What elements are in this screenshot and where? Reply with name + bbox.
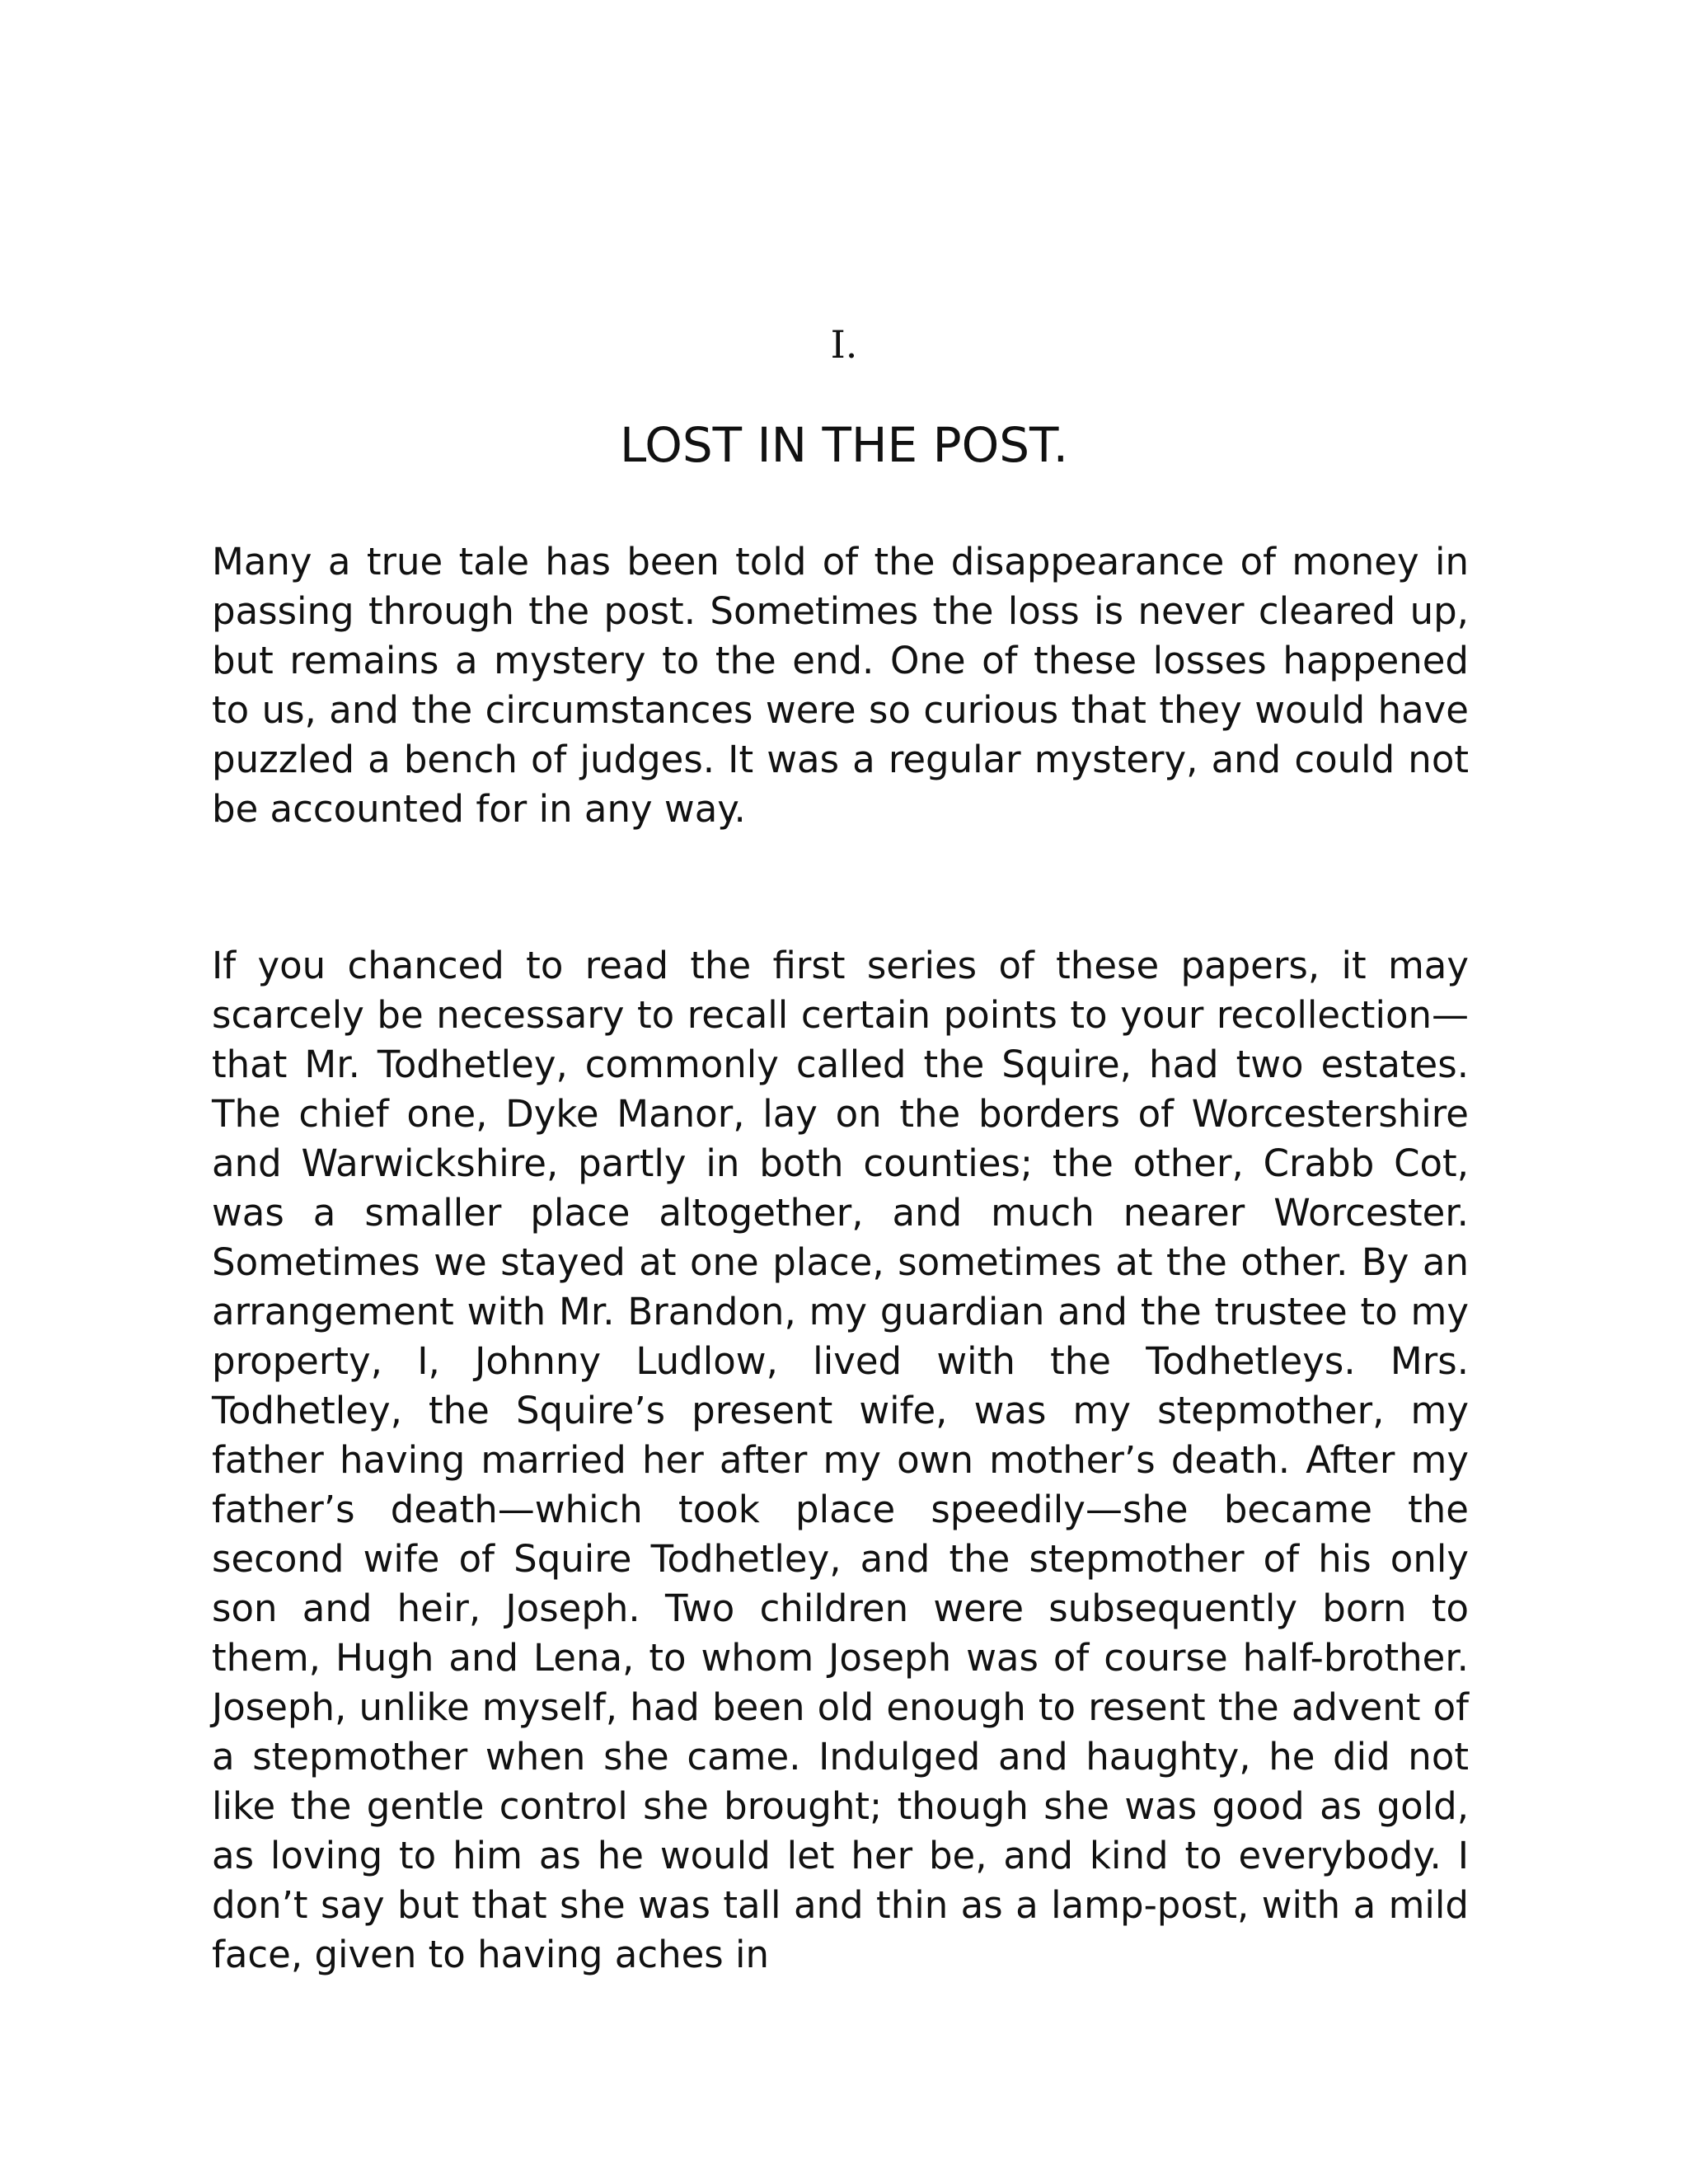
chapter-number: I. xyxy=(830,322,858,367)
chapter-title: LOST IN THE POST. xyxy=(619,417,1069,473)
paragraph-body: If you chanced to read the first series of these papers, it may scarcely be necessary to recall certain points to your recollection—that Mr. Todhetley, commonly called the Squire, had two estates. The chief one, Dyke Manor, lay on the borders of Worcestershire and Warwickshire, partly in both counties; the other, Crabb Cot, was a smaller place altogether, and much nearer Worcester. Sometimes we stayed at one place, sometimes at the other. By an arrangement with Mr. Brandon, my guardian and the trustee to my property, I, Johnny Ludlow, lived with the Todhetleys. Mrs. Todhetley, the Squire’s present wife, was my stepmother, my father having married her after my own mother’s death. After my father’s death—which took place speedily—she became the second wife of Squire Todhetley, and the stepmother of his only son and heir, Joseph. Two children were subsequently born to them, Hugh and Lena, to whom Joseph was of course half-brother. Joseph, unlike myself, had been old enough to resent the advent of a stepmother when she came. Indulged and haughty, he did not like the gentle control she brought; though she was good as gold, as loving to him as he would let her be, and kind to everybody. I don’t say but that she was tall and thin as a lamp-post, with a mild face, given to having aches in xyxy=(212,944,1469,1976)
paragraph-intro: Many a true tale has been told of the disappearance of money in passing through the post. Sometimes the loss is never cleared up, but remains a mystery to the end. One of these losses happened to us, and the circumstances were so curious that they would have puzzled a bench of judges. It was a regular mystery, and could not be accounted for in any way. xyxy=(212,540,1469,831)
